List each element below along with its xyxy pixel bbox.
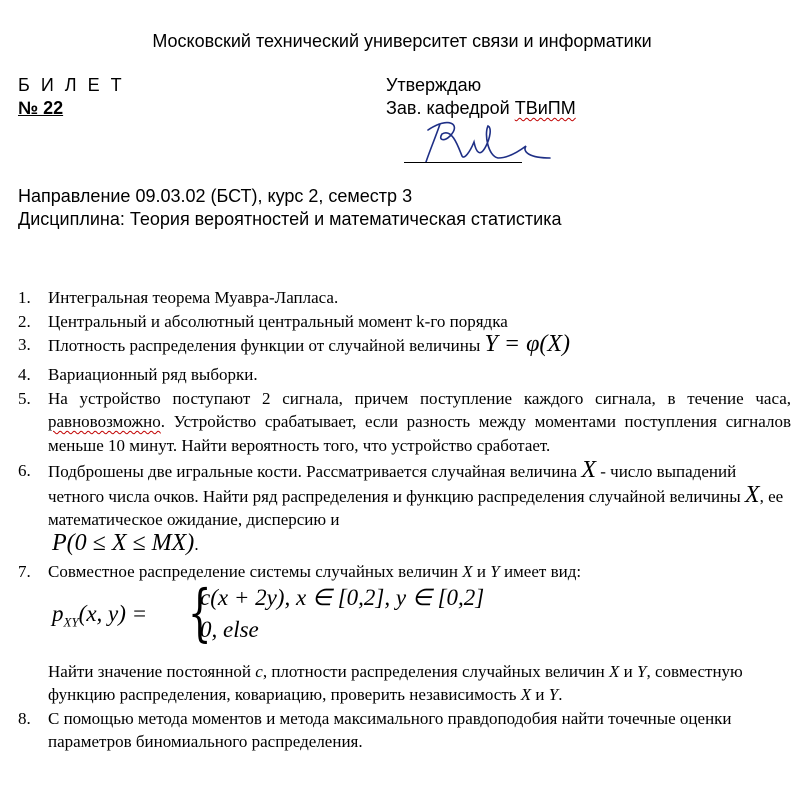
formula-args: (x, y) =	[78, 600, 148, 626]
question-number: 1.	[18, 288, 31, 307]
ticket-number: № 22	[18, 98, 64, 118]
conjunction: и	[472, 562, 491, 581]
question-text-b: имеет вид:	[499, 562, 582, 581]
question-5	[18, 387, 791, 458]
text: , плотности распределения случайных величин	[262, 661, 609, 681]
question-text-a: На устройство поступают 2 сигнала, причем поступление каждого сигнала, в течение часа,	[48, 388, 791, 408]
brace-symbol: {	[187, 575, 212, 649]
question-2	[18, 310, 791, 334]
question-text: Интегральная теорема Муавра-Лапласа.	[48, 288, 339, 307]
question-number: 5.	[18, 388, 31, 408]
ticket-label: Б И Л Е Т	[18, 75, 125, 95]
formula-lhs	[52, 602, 147, 634]
spellcheck-word: равновозможно	[48, 412, 161, 431]
formula-case-2: 0, else	[200, 616, 259, 642]
formula-y-phi-x: Y = φ(X)	[484, 331, 571, 357]
question-number: 8.	[18, 708, 31, 728]
question-text-b: . Устройство срабатывает, если разность между моментами поступления сигналов меньше 10 минут. Найти вероятность того, что устройство сработает.	[48, 412, 791, 455]
formula-p: p	[52, 600, 64, 626]
question-3	[18, 333, 791, 363]
question-text: Плотность распределения функции от случайной величины	[48, 336, 485, 355]
question-text-a: Подброшены две игральные кости. Рассматривается случайная величина	[48, 462, 582, 481]
question-8	[18, 707, 791, 754]
variable-y: Y	[637, 661, 647, 681]
question-4	[18, 363, 791, 387]
text: , совместную функцию распределения, ковариацию, проверить независимость	[48, 661, 743, 704]
question-text-c: , ее математическое ожидание, дисперсию и	[48, 486, 784, 529]
question-text-b: - число выпадений четного числа очков. Найти ряд распределения и функцию распределения случайной величины	[48, 462, 745, 506]
question-text: С помощью метода моментов и метода максимального правдоподобия найти точечные оценки параметров биномиального распределения.	[48, 708, 732, 751]
question-number: 7.	[18, 562, 31, 581]
variable-c: c	[255, 661, 263, 681]
text: .	[558, 685, 563, 704]
question-number: 2.	[18, 311, 31, 331]
question-number: 3.	[18, 335, 31, 354]
question-number: 6.	[18, 461, 31, 480]
question-6	[18, 459, 791, 556]
variable-y: Y	[548, 685, 559, 704]
university-title: Московский технический университет связи и информатики	[152, 31, 652, 51]
variable-x: X	[520, 685, 532, 704]
formula-probability: P(0 ≤ X ≤ MX)	[52, 529, 195, 556]
question-end: .	[194, 534, 199, 554]
signature	[418, 116, 558, 168]
text: Найти значение постоянной	[48, 661, 256, 681]
question-text: Вариационный ряд выборки.	[48, 365, 258, 384]
discipline-line: Дисциплина: Теория вероятностей и математическая статистика	[18, 209, 562, 229]
question-text-a: Совместное распределение системы случайных величин	[48, 562, 463, 581]
department-name: ТВиПМ	[514, 98, 576, 118]
question-list	[18, 286, 791, 754]
direction-line: Направление 09.03.02 (БСТ), курс 2, семестр 3	[18, 186, 413, 206]
signature-line	[404, 162, 522, 163]
question-number: 4.	[18, 365, 31, 384]
approve-label: Утверждаю	[386, 75, 482, 95]
question-7	[18, 560, 791, 707]
question-text: Центральный и абсолютный центральный момент k-го порядка	[48, 311, 508, 331]
variable-x: X	[462, 562, 473, 581]
head-label: Зав. кафедрой	[386, 98, 515, 118]
formula-case-1: c(x + 2y), x ∈ [0,2], y ∈ [0,2]	[200, 584, 485, 610]
formula-subscript: XY	[63, 614, 79, 630]
conjunction: и	[619, 661, 637, 681]
variable-x: X	[744, 481, 760, 508]
question-7-continuation	[48, 660, 791, 707]
question-1	[18, 286, 791, 310]
variable-x: X	[581, 457, 596, 483]
variable-x: X	[609, 661, 620, 681]
joint-density-formula	[48, 575, 791, 654]
conjunction: и	[531, 685, 549, 704]
variable-y: Y	[490, 562, 500, 581]
